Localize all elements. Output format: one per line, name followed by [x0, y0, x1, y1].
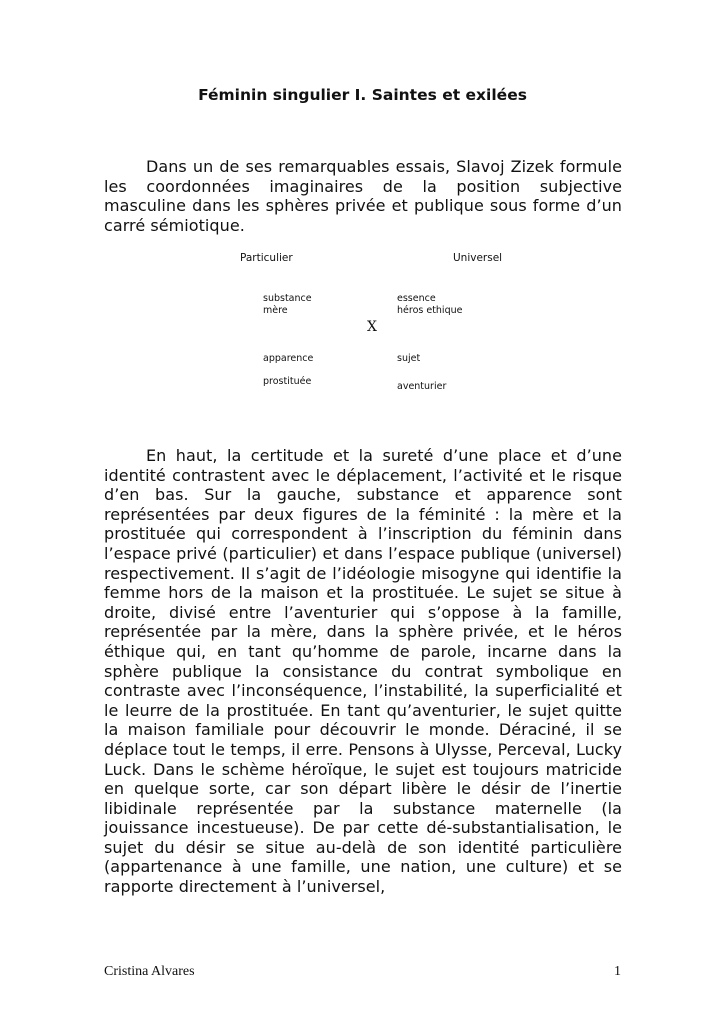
paragraph-analysis: En haut, la certitude et la sureté d’une place et d’une identité contrastent avec le déplacement, l’activité et le risque d’en bas. Sur la gauche, substance et apparence sont représentées par deux figures de la féminité : la mère et la prostituée qui correspondent à l’inscription du féminin dans l’espace privé (particulier) et dans l’espace publique (universel) respectivement. Il s’agit de l’idéologie misogyne qui identifie la femme hors de la maison et la prostituée. Le sujet se situe à droite, divisé entre l’aventurier qui s’oppose à la famille, représentée par la mère, dans la sphère privée, et le héros éthique qui, en tant qu’homme de parole, incarne dans la sphère publique la consistance du contrat symbolique en contraste avec l’inconséquence, l’instabilité, la superficialité et le leurre de la prostituée. En tant qu’aventurier, le sujet quitte la maison familiale pour découvrir le monde. Déraciné, il se déplace tout le temps, il erre. Pensons à Ulysse, Perceval, Lucky Luck. Dans le schème héroïque, le sujet est toujours matricide en quelque sorte, car son départ libère le désir de l’inertie libidinale représentée par la substance maternelle (la jouissance incestueuse). De par cette dé-substantialisation, le sujet du désir se situe au-delà de son identité particulière (appartenance à une famille, une nation, une culture) et se rapporte directement à l’universel,: [104, 446, 622, 897]
term-prostituee: prostituée: [263, 376, 312, 387]
document-title: Féminin singulier I. Saintes et exilées: [198, 86, 527, 104]
paragraph-intro: Dans un de ses remarquables essais, Slavoj Zizek formule les coordonnées imaginaires de la position subjective masculine dans les sphères privée et publique sous forme d’un carré sémiotique.: [104, 157, 622, 235]
footer-page-number: 1: [614, 964, 621, 979]
term-apparence: apparence: [263, 353, 314, 364]
column-header-universal: Universel: [453, 252, 503, 264]
term-heros-ethique: héros ethique: [397, 305, 463, 316]
square-center-cross: X: [367, 319, 377, 335]
term-sujet: sujet: [397, 353, 421, 364]
column-header-particular: Particulier: [240, 252, 293, 264]
term-aventurier: aventurier: [397, 381, 447, 392]
term-substance: substance: [263, 293, 312, 304]
footer-author: Cristina Alvares: [104, 964, 195, 979]
term-mere: mère: [263, 305, 288, 316]
term-essence: essence: [397, 293, 436, 304]
